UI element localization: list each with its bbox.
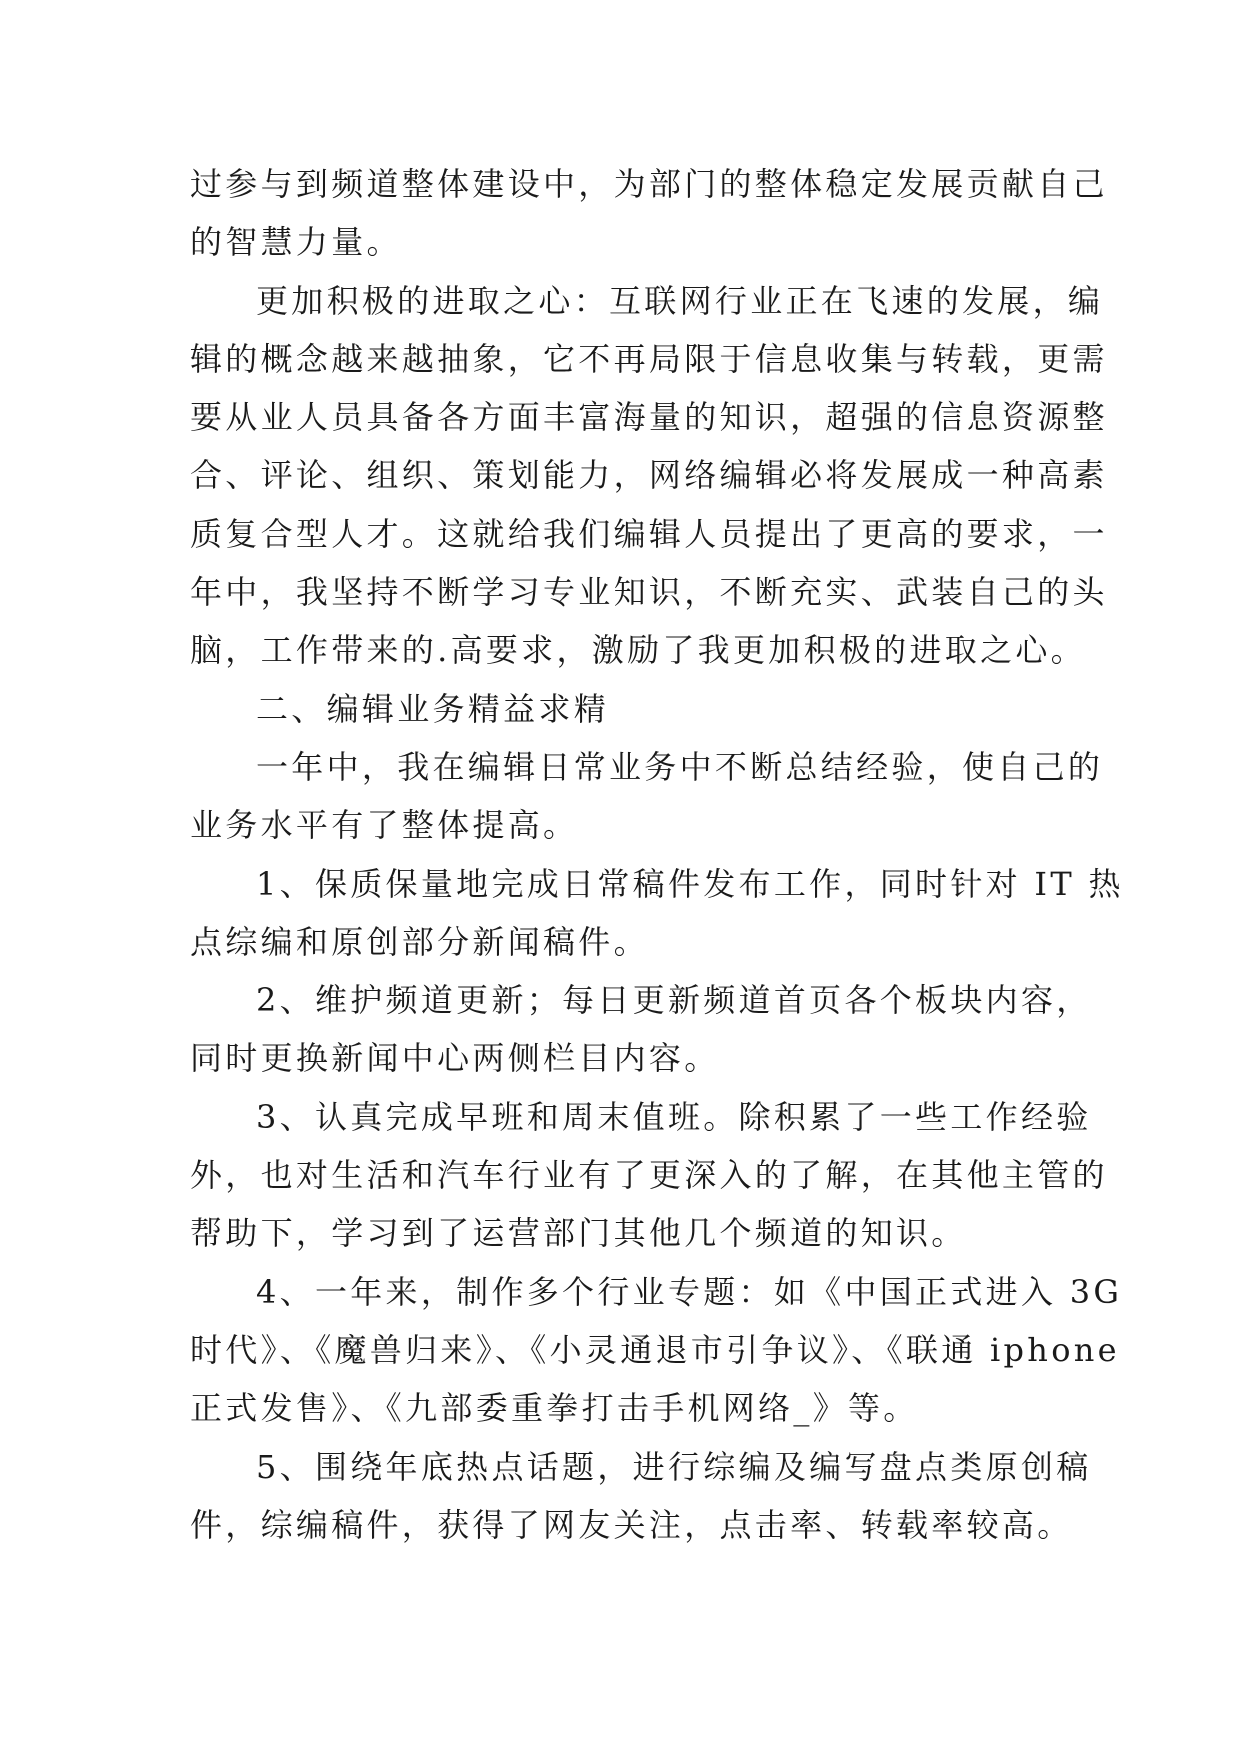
list-item-5: 5、围绕年底热点话题，进行综编及编写盘点类原创稿 — [256, 1447, 1092, 1486]
section-heading: 二、编辑业务精益求精 — [256, 689, 610, 728]
text-line: 要从业人员具备各方面丰富海量的知识，超强的信息资源整 — [190, 398, 1108, 437]
text-line: 合、评论、组织、策划能力，网络编辑必将发展成一种高素 — [190, 456, 1108, 495]
text-line: 同时更换新闻中心两侧栏目内容。 — [190, 1039, 720, 1078]
list-item-3: 3、认真完成早班和周末值班。除积累了一些工作经验 — [256, 1097, 1092, 1136]
paragraph-first-line: 更加积极的进取之心：互联网行业正在飞速的发展，编 — [256, 281, 1104, 320]
text-line: 的智慧力量。 — [190, 223, 402, 262]
text-line: 脑，工作带来的.高要求，激励了我更加积极的进取之心。 — [190, 631, 1086, 670]
text-line: 外，也对生活和汽车行业有了更深入的了解，在其他主管的 — [190, 1156, 1108, 1195]
text-line: 帮助下，学习到了运营部门其他几个频道的知识。 — [190, 1214, 967, 1253]
text-line: 点综编和原创部分新闻稿件。 — [190, 922, 649, 961]
text-line: 业务水平有了整体提高。 — [190, 806, 579, 845]
text-line: 时代》、《魔兽归来》、《小灵通退市引争议》、《联通 iphone — [190, 1330, 1120, 1369]
text-line: 质复合型人才。这就给我们编辑人员提出了更高的要求，一 — [190, 514, 1108, 553]
list-item-4: 4、一年来，制作多个行业专题：如《中国正式进入 3G — [256, 1272, 1123, 1311]
paragraph-first-line: 一年中，我在编辑日常业务中不断总结经验，使自己的 — [256, 747, 1104, 786]
text-line: 辑的概念越来越抽象，它不再局限于信息收集与转载，更需 — [190, 339, 1108, 378]
text-line: 件，综编稿件，获得了网友关注，点击率、转载率较高。 — [190, 1505, 1073, 1544]
text-line: 年中，我坚持不断学习专业知识，不断充实、武装自己的头 — [190, 573, 1108, 612]
list-item-2: 2、维护频道更新；每日更新频道首页各个板块内容， — [256, 981, 1092, 1020]
document-body — [190, 155, 1124, 1554]
list-item-1: 1、保质保量地完成日常稿件发布工作，同时针对 IT 热 — [256, 864, 1124, 903]
text-line: 过参与到频道整体建设中，为部门的整体稳定发展贡献自己 — [190, 165, 1108, 203]
text-line: 正式发售》、《九部委重拳打击手机网络_》等。 — [190, 1389, 919, 1428]
